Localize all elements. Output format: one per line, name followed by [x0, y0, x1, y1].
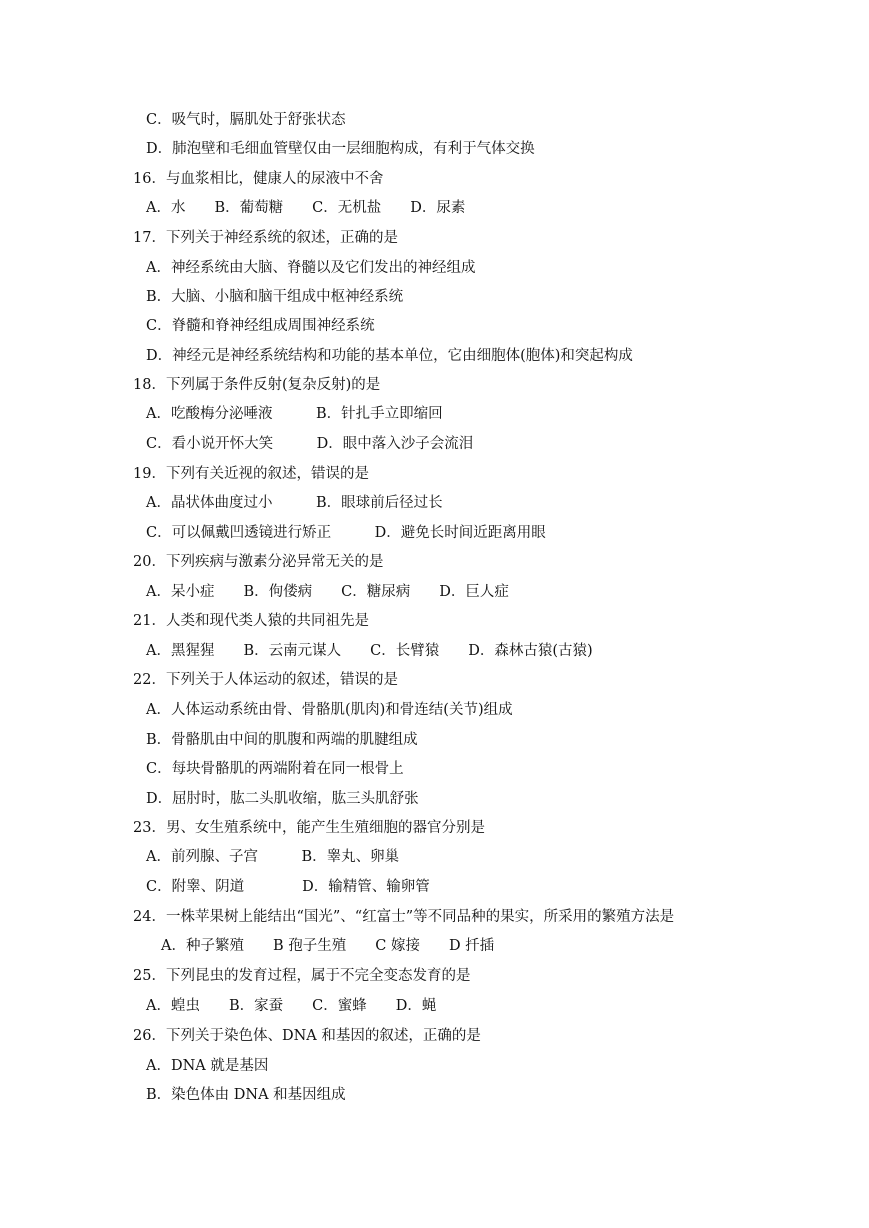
option-17d: D．神经元是神经系统结构和功能的基本单位，它由细胞体(胞体)和突起构成: [146, 348, 633, 364]
options-18-cd: C．看小说开怀大笑 D．眼中落入沙子会流泪: [146, 436, 474, 452]
options-25: A．蝗虫 B．家蚕 C．蜜蜂 D．蝇: [146, 998, 437, 1014]
option-17c: C．脊髓和脊神经组成周围神经系统: [146, 318, 375, 334]
options-23-cd: C．附睾、阴道 D．输精管、输卵管: [146, 879, 430, 895]
option-17a: A．神经系统由大脑、脊髓以及它们发出的神经组成: [146, 260, 476, 276]
options-24: A．种子繁殖 B 孢子生殖 C 嫁接 D 扦插: [161, 938, 495, 954]
options-18-ab: A．吃酸梅分泌唾液 B．针扎手立即缩回: [146, 406, 443, 422]
options-23-ab: A．前列腺、子宫 B．睾丸、卵巢: [146, 849, 400, 865]
options-19-ab: A．晶状体曲度过小 B．眼球前后径过长: [146, 495, 443, 511]
question-17: 17．下列关于神经系统的叙述，正确的是: [133, 230, 398, 246]
option-22b: B．骨骼肌由中间的肌腹和两端的肌腱组成: [146, 732, 418, 748]
option-26b: B．染色体由 DNA 和基因组成: [146, 1087, 346, 1103]
question-25: 25．下列昆虫的发育过程，属于不完全变态发育的是: [133, 968, 471, 984]
option-17b: B．大脑、小脑和脑干组成中枢神经系统: [146, 289, 404, 305]
question-24: 24．一株苹果树上能结出“国光”、“红富士”等不同品种的果实，所采用的繁殖方法是: [133, 909, 675, 925]
options-19-cd: C．可以佩戴凹透镜进行矫正 D．避免长时间近距离用眼: [146, 525, 546, 541]
option-26a: A．DNA 就是基因: [146, 1058, 269, 1074]
options-16: A．水 B．葡萄糖 C．无机盐 D．尿素: [146, 200, 466, 216]
question-16: 16．与血浆相比，健康人的尿液中不舍: [133, 171, 384, 187]
option-22d: D．屈肘时，肱二头肌收缩，肱三头肌舒张: [146, 791, 419, 807]
option-15d: D．肺泡壁和毛细血管壁仅由一层细胞构成，有利于气体交换: [146, 141, 535, 157]
question-19: 19．下列有关近视的叙述，错误的是: [133, 466, 369, 482]
options-20: A．呆小症 B．佝偻病 C．糖尿病 D．巨人症: [146, 584, 509, 600]
question-18: 18．下列属于条件反射(复杂反射)的是: [133, 377, 381, 393]
question-26: 26．下列关于染色体、DNA 和基因的叙述，正确的是: [133, 1028, 481, 1044]
option-22a: A．人体运动系统由骨、骨骼肌(肌肉)和骨连结(关节)组成: [146, 702, 513, 718]
option-22c: C．每块骨骼肌的两端附着在同一根骨上: [146, 761, 404, 777]
question-22: 22．下列关于人体运动的叙述，错误的是: [133, 672, 398, 688]
question-21: 21．人类和现代类人猿的共同祖先是: [133, 613, 369, 629]
options-21: A．黑猩猩 B．云南元谋人 C．长臂猿 D．森林古猿(古猿): [146, 643, 593, 659]
option-15c: C．吸气时，膈肌处于舒张状态: [146, 112, 346, 128]
question-23: 23．男、女生殖系统中，能产生生殖细胞的器官分别是: [133, 820, 485, 836]
question-20: 20．下列疾病与激素分泌异常无关的是: [133, 554, 384, 570]
